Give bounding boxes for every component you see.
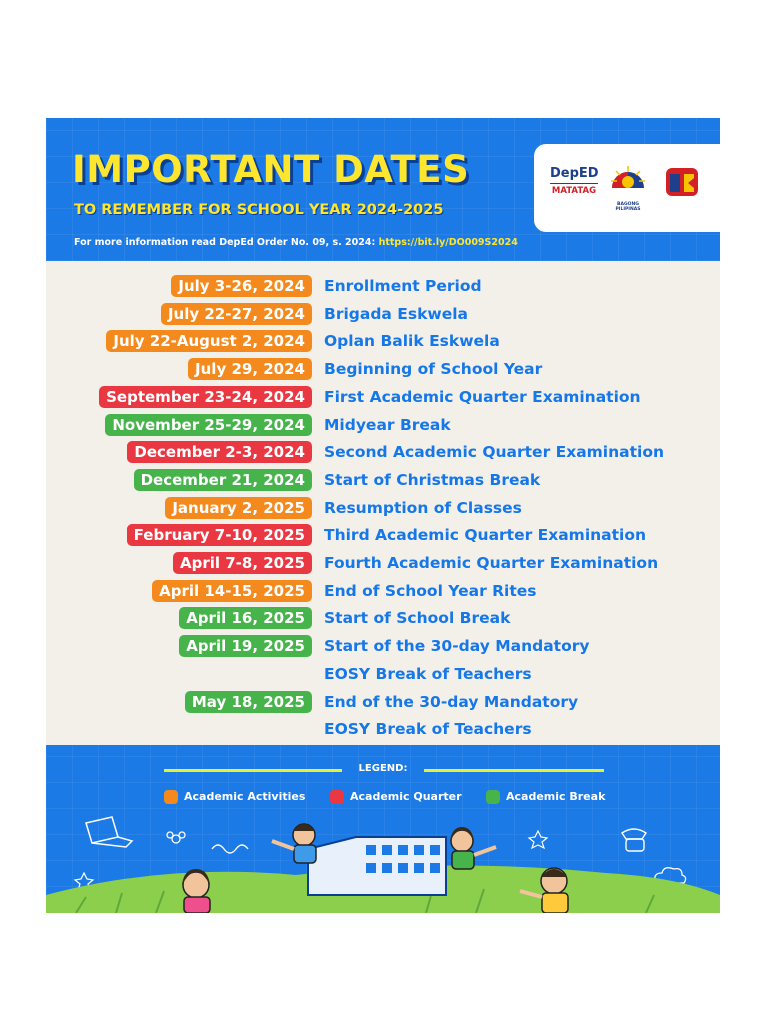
date-row <box>46 688 720 716</box>
legend-label: Academic Break <box>506 790 606 803</box>
info-text: For more information read DepEd Order No. 09, s. 2024: <box>74 237 376 248</box>
date-row <box>46 577 720 605</box>
date-row <box>46 272 720 300</box>
star-doodle-icon <box>529 831 547 848</box>
date-badge: July 3-26, 2024 <box>171 275 312 297</box>
date-badge: April 14-15, 2025 <box>152 580 312 602</box>
poster-header <box>46 118 720 261</box>
date-row <box>46 327 720 355</box>
date-badge: January 2, 2025 <box>165 497 312 519</box>
date-row <box>46 300 720 328</box>
date-badge: July 22-27, 2024 <box>161 303 312 325</box>
info-link[interactable]: https://bit.ly/DO009S2024 <box>378 237 518 248</box>
event-label: Resumption of Classes <box>324 498 522 517</box>
date-row-continuation <box>46 715 720 743</box>
event-label: Brigada Eskwela <box>324 304 469 323</box>
event-label: Fourth Academic Quarter Examination <box>324 554 659 572</box>
deped-logo-text: DepED <box>550 166 599 181</box>
deped-logo <box>550 166 598 196</box>
event-label: EOSY Break of Teachers <box>324 720 532 739</box>
event-label: Enrollment Period <box>324 277 482 295</box>
event-label: Midyear Break <box>324 415 451 434</box>
student-boy-left-icon <box>272 824 316 863</box>
date-row <box>46 411 720 439</box>
school-logo <box>660 164 704 204</box>
event-label: Second Academic Quarter Examination <box>324 443 665 462</box>
date-badge: April 7-8, 2025 <box>173 552 312 574</box>
student-girl-right-icon <box>450 827 496 869</box>
date-badge: July 22-August 2, 2024 <box>106 330 312 352</box>
matatag-logo-text: MATATAG <box>550 183 598 196</box>
student-girl-bottom-left-icon <box>182 869 210 913</box>
date-badge: December 2-3, 2024 <box>127 441 312 463</box>
bagong-pilipinas-text: BAGONG PILIPINAS <box>615 202 641 212</box>
info-line <box>74 237 518 248</box>
date-row-continuation <box>46 660 720 688</box>
date-row <box>46 521 720 549</box>
important-dates-list <box>46 261 720 745</box>
date-row <box>46 438 720 466</box>
laptop-doodle-icon <box>86 817 132 847</box>
date-badge: September 23-24, 2024 <box>99 386 312 408</box>
date-badge: April 19, 2025 <box>179 635 312 657</box>
event-label: End of School Year Rites <box>324 581 537 600</box>
date-row <box>46 355 720 383</box>
date-badge: December 21, 2024 <box>134 469 312 491</box>
school-emblem-icon <box>662 164 702 200</box>
page-title: IMPORTANT DATES <box>72 148 470 191</box>
flower-doodle-icon <box>167 832 185 843</box>
bagong-pilipinas-logo <box>604 162 652 212</box>
date-badge: February 7-10, 2025 <box>127 524 312 546</box>
legend-label: Academic Quarter <box>350 790 462 803</box>
legend-label: Academic Activities <box>184 790 306 803</box>
squiggle-doodle-icon <box>212 845 248 853</box>
event-label: End of the 30-day Mandatory <box>324 692 579 711</box>
event-label: Beginning of School Year <box>324 360 543 379</box>
event-label: EOSY Break of Teachers <box>324 664 532 683</box>
logo-panel <box>534 144 720 232</box>
legend-title: LEGEND: <box>358 763 408 774</box>
poster-footer <box>46 745 720 913</box>
school-building-icon <box>308 837 446 895</box>
school-scene-illustration <box>46 745 720 913</box>
event-label: Oplan Balik Eskwela <box>324 332 500 351</box>
date-row <box>46 549 720 577</box>
date-row <box>46 604 720 632</box>
calendar-poster <box>46 118 720 913</box>
date-badge: July 29, 2024 <box>188 358 312 380</box>
event-label: Third Academic Quarter Examination <box>324 526 647 545</box>
sun-emblem-icon <box>608 162 648 196</box>
date-row <box>46 632 720 660</box>
date-row <box>46 383 720 411</box>
page-subtitle: TO REMEMBER FOR SCHOOL YEAR 2024-2025 <box>74 202 444 218</box>
event-label: Start of School Break <box>324 609 511 628</box>
telephone-doodle-icon <box>622 829 646 851</box>
date-badge: May 18, 2025 <box>185 691 312 713</box>
event-label: First Academic Quarter Examination <box>324 387 641 406</box>
event-label: Start of the 30-day Mandatory <box>324 637 590 656</box>
date-badge: April 16, 2025 <box>179 607 312 629</box>
event-label: Start of Christmas Break <box>324 470 541 489</box>
date-row <box>46 466 720 494</box>
date-row <box>46 494 720 522</box>
date-badge: November 25-29, 2024 <box>105 414 312 436</box>
